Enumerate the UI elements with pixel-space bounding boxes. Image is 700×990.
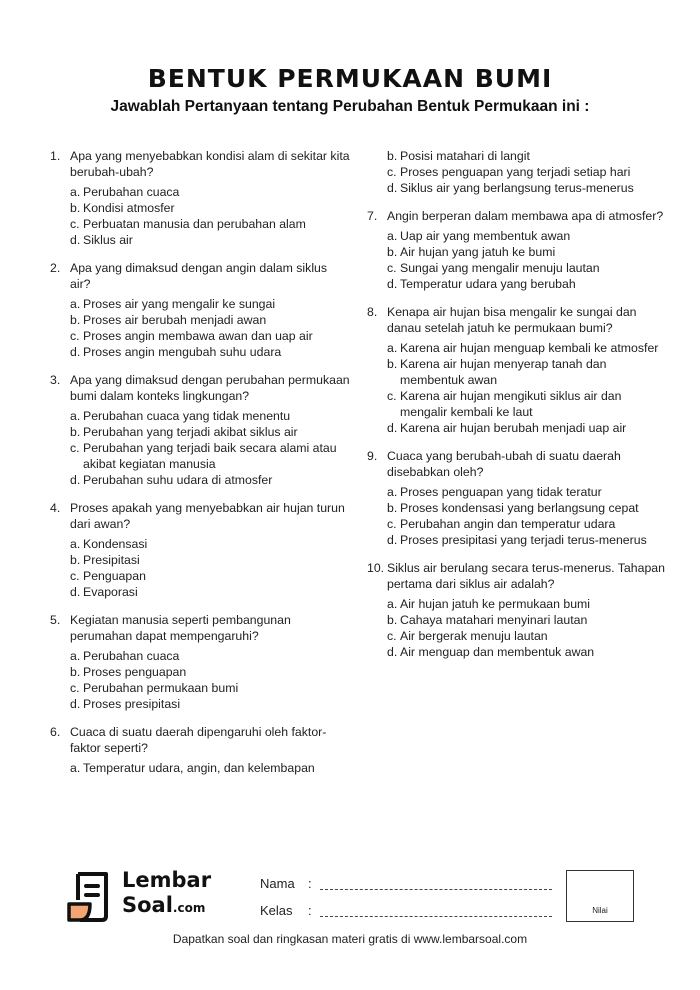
options-list [70, 648, 350, 712]
answer-option[interactable] [70, 296, 350, 312]
options-list [387, 228, 667, 292]
answer-option[interactable] [387, 388, 667, 420]
answer-option[interactable] [387, 484, 667, 500]
question-number: 2. [50, 261, 61, 275]
option-letter: c. [70, 329, 80, 343]
question-item [50, 500, 350, 600]
option-text: Air hujan jatuh ke permukaan bumi [400, 597, 591, 611]
logo-line2: Soal [122, 893, 173, 917]
option-letter: d. [387, 277, 398, 291]
option-letter: a. [387, 229, 398, 243]
option-letter: a. [387, 597, 398, 611]
question-text: Proses apakah yang menyebabkan air hujan turun dari awan? [70, 501, 345, 531]
question-text: Apa yang dimaksud dengan angin dalam siklus air? [70, 261, 328, 291]
question-number: 5. [50, 613, 61, 627]
answer-option[interactable] [387, 356, 667, 388]
answer-option[interactable] [70, 424, 350, 440]
question-number: 4. [50, 501, 61, 515]
option-text: Air bergerak menuju lautan [400, 629, 548, 643]
question-header [50, 612, 350, 644]
answer-option[interactable] [387, 340, 667, 356]
option-text: Proses air berubah menjadi awan [83, 313, 267, 327]
option-text: Posisi matahari di langit [400, 149, 530, 163]
option-letter: d. [387, 181, 398, 195]
answer-option[interactable] [70, 696, 350, 712]
option-letter: b. [387, 357, 398, 371]
options-list [387, 340, 667, 436]
option-text: Perubahan cuaca [83, 649, 180, 663]
option-text: Kondensasi [83, 537, 148, 551]
answer-option[interactable] [387, 500, 667, 516]
class-field[interactable] [260, 903, 552, 918]
question-number: 6. [50, 725, 61, 739]
answer-option[interactable] [70, 200, 350, 216]
option-letter: c. [387, 629, 397, 643]
question-item [50, 724, 350, 776]
option-letter: b. [70, 665, 81, 679]
option-text: Kondisi atmosfer [83, 201, 175, 215]
question-item [367, 208, 667, 292]
options-list [70, 408, 350, 488]
left-column [50, 148, 350, 788]
answer-option[interactable] [70, 760, 350, 776]
option-text: Cahaya matahari menyinari lautan [400, 613, 588, 627]
answer-option[interactable] [387, 628, 667, 644]
question-item [50, 260, 350, 360]
answer-option[interactable] [70, 328, 350, 344]
logo-line1: Lembar [122, 868, 212, 892]
option-letter: b. [387, 245, 398, 259]
option-letter: a. [387, 485, 398, 499]
option-text: Proses penguapan yang tidak teratur [400, 485, 602, 499]
option-text: Presipitasi [83, 553, 140, 567]
class-label: Kelas [260, 903, 293, 918]
option-letter: c. [387, 389, 397, 403]
answer-option[interactable] [387, 532, 667, 548]
answer-option[interactable] [387, 644, 667, 660]
question-item [367, 448, 667, 548]
question-header [367, 304, 667, 336]
option-letter: d. [70, 473, 81, 487]
answer-option[interactable] [387, 180, 667, 196]
option-letter: d. [387, 421, 398, 435]
option-letter: c. [70, 441, 80, 455]
name-input-line[interactable] [320, 879, 552, 890]
option-letter: a. [70, 761, 81, 775]
answer-option[interactable] [387, 260, 667, 276]
option-text: Temperatur udara, angin, dan kelembapan [83, 761, 315, 775]
score-box[interactable] [566, 870, 634, 922]
answer-option[interactable] [70, 216, 350, 232]
answer-option[interactable] [387, 612, 667, 628]
answer-option[interactable] [70, 440, 350, 472]
question-item [367, 304, 667, 436]
answer-option[interactable] [70, 184, 350, 200]
option-text: Perubahan suhu udara di atmosfer [83, 473, 273, 487]
option-letter: a. [70, 537, 81, 551]
option-letter: d. [70, 585, 81, 599]
question-text: Siklus air berulang secara terus-menerus. Tahapan pertama dari siklus air adalah? [387, 561, 665, 591]
option-letter: d. [70, 697, 81, 711]
answer-option[interactable] [70, 472, 350, 488]
name-colon: : [308, 876, 312, 891]
option-letter: c. [387, 517, 397, 531]
option-letter: d. [387, 533, 398, 547]
answer-option[interactable] [387, 148, 667, 164]
option-text: Sungai yang mengalir menuju lautan [400, 261, 600, 275]
question-item [50, 612, 350, 712]
option-letter: b. [387, 613, 398, 627]
question-number: 9. [367, 449, 378, 463]
question-header [50, 372, 350, 404]
question-header [367, 448, 667, 480]
answer-option[interactable] [387, 516, 667, 532]
question-text: Cuaca di suatu daerah dipengaruhi oleh faktor-faktor seperti? [70, 725, 327, 755]
answer-option[interactable] [70, 584, 350, 600]
score-label: Nilai [592, 906, 608, 915]
question-header [50, 500, 350, 532]
option-letter: c. [387, 165, 397, 179]
option-text: Perbuatan manusia dan perubahan alam [83, 217, 306, 231]
answer-option[interactable] [70, 312, 350, 328]
footer-text: Dapatkan soal dan ringkasan materi gratis di www.lembarsoal.com [172, 932, 528, 946]
option-letter: b. [70, 553, 81, 567]
option-text: Proses kondensasi yang berlangsung cepat [400, 501, 639, 515]
question-header [50, 148, 350, 180]
options-list [70, 296, 350, 360]
option-text: Perubahan permukaan bumi [83, 681, 239, 695]
option-letter: b. [387, 149, 398, 163]
options-list [387, 148, 667, 196]
answer-option[interactable] [387, 276, 667, 292]
answer-option[interactable] [70, 536, 350, 552]
options-list [387, 484, 667, 548]
answer-option[interactable] [70, 344, 350, 360]
option-text: Siklus air [83, 233, 133, 247]
class-colon: : [308, 903, 312, 918]
option-letter: c. [70, 681, 80, 695]
answer-option[interactable] [387, 420, 667, 436]
option-text: Perubahan cuaca yang tidak menentu [83, 409, 291, 423]
option-text: Temperatur udara yang berubah [400, 277, 576, 291]
question-text: Cuaca yang berubah-ubah di suatu daerah disebabkan oleh? [387, 449, 621, 479]
option-letter: a. [70, 185, 81, 199]
document-scroll-icon [66, 870, 118, 924]
option-letter: b. [70, 201, 81, 215]
class-input-line[interactable] [320, 906, 552, 917]
option-text: Karena air hujan berubah menjadi uap air [400, 421, 627, 435]
answer-option[interactable] [387, 228, 667, 244]
option-text: Proses air yang mengalir ke sungai [83, 297, 276, 311]
option-letter: c. [70, 217, 80, 231]
option-letter: b. [70, 425, 81, 439]
option-text: Proses angin mengubah suhu udara [83, 345, 282, 359]
name-label: Nama [260, 876, 295, 891]
question-number: 7. [367, 209, 378, 223]
question-text: Angin berperan dalam membawa apa di atmosfer? [387, 209, 664, 223]
option-text: Karena air hujan mengikuti siklus air dan mengalir kembali ke laut [400, 389, 622, 419]
option-letter: a. [70, 297, 81, 311]
answer-option[interactable] [70, 552, 350, 568]
option-text: Proses presipitasi [83, 697, 181, 711]
option-text: Evaporasi [83, 585, 138, 599]
question-item [367, 560, 667, 660]
option-letter: d. [70, 233, 81, 247]
right-column [367, 148, 667, 672]
worksheet-subtitle: Jawablah Pertanyaan tentang Perubahan Bentuk Permukaan ini : [110, 98, 590, 115]
option-text: Siklus air yang berlangsung terus-menerus [400, 181, 634, 195]
question-header [50, 260, 350, 292]
answer-option[interactable] [70, 408, 350, 424]
answer-option[interactable] [70, 648, 350, 664]
option-text: Proses penguapan [83, 665, 187, 679]
question-number: 10. [367, 561, 385, 575]
option-letter: b. [70, 313, 81, 327]
question-header [367, 560, 667, 592]
option-letter: a. [70, 649, 81, 663]
option-text: Karena air hujan menyerap tanah dan membentuk awan [400, 357, 607, 387]
answer-option[interactable] [70, 664, 350, 680]
worksheet-title: BENTUK PERMUKAAN BUMI [147, 64, 553, 93]
option-text: Air menguap dan membentuk awan [400, 645, 595, 659]
option-letter: c. [387, 261, 397, 275]
option-letter: a. [70, 409, 81, 423]
option-text: Proses penguapan yang terjadi setiap hari [400, 165, 631, 179]
option-text: Karena air hujan menguap kembali ke atmosfer [400, 341, 659, 355]
question-text: Apa yang menyebabkan kondisi alam di sekitar kita berubah-ubah? [70, 149, 350, 179]
options-list [70, 184, 350, 248]
question-6-continued [367, 148, 667, 196]
question-number: 8. [367, 305, 378, 319]
option-text: Perubahan yang terjadi akibat siklus air [83, 425, 298, 439]
option-letter: a. [387, 341, 398, 355]
option-text: Proses presipitasi yang terjadi terus-menerus [400, 533, 647, 547]
option-letter: d. [387, 645, 398, 659]
answer-option[interactable] [70, 568, 350, 584]
options-list [387, 596, 667, 660]
answer-option[interactable] [387, 596, 667, 612]
question-text: Kenapa air hujan bisa mengalir ke sungai dan danau setelah jatuh ke permukaan bumi? [387, 305, 637, 335]
question-item [50, 148, 350, 248]
option-text: Perubahan yang terjadi baik secara alami atau akibat kegiatan manusia [83, 441, 337, 471]
answer-option[interactable] [387, 244, 667, 260]
option-text: Penguapan [83, 569, 146, 583]
option-text: Air hujan yang jatuh ke bumi [400, 245, 556, 259]
question-item [50, 372, 350, 488]
answer-option[interactable] [70, 680, 350, 696]
option-text: Perubahan angin dan temperatur udara [400, 517, 616, 531]
question-text: Kegiatan manusia seperti pembangunan perumahan dapat mempengaruhi? [70, 613, 291, 643]
option-text: Perubahan cuaca [83, 185, 180, 199]
option-letter: c. [70, 569, 80, 583]
question-number: 3. [50, 373, 61, 387]
options-list [70, 760, 350, 776]
option-text: Proses angin membawa awan dan uap air [83, 329, 313, 343]
answer-option[interactable] [70, 232, 350, 248]
question-number: 1. [50, 149, 61, 163]
logo-suffix: .com [172, 901, 206, 915]
option-text: Uap air yang membentuk awan [400, 229, 571, 243]
question-header [367, 208, 667, 224]
options-list [70, 536, 350, 600]
name-field[interactable] [260, 876, 552, 891]
option-letter: d. [70, 345, 81, 359]
option-letter: b. [387, 501, 398, 515]
answer-option[interactable] [387, 164, 667, 180]
question-header [50, 724, 350, 756]
lembarsoal-logo [66, 868, 226, 924]
question-text: Apa yang dimaksud dengan perubahan permukaan bumi dalam konteks lingkungan? [70, 373, 350, 403]
